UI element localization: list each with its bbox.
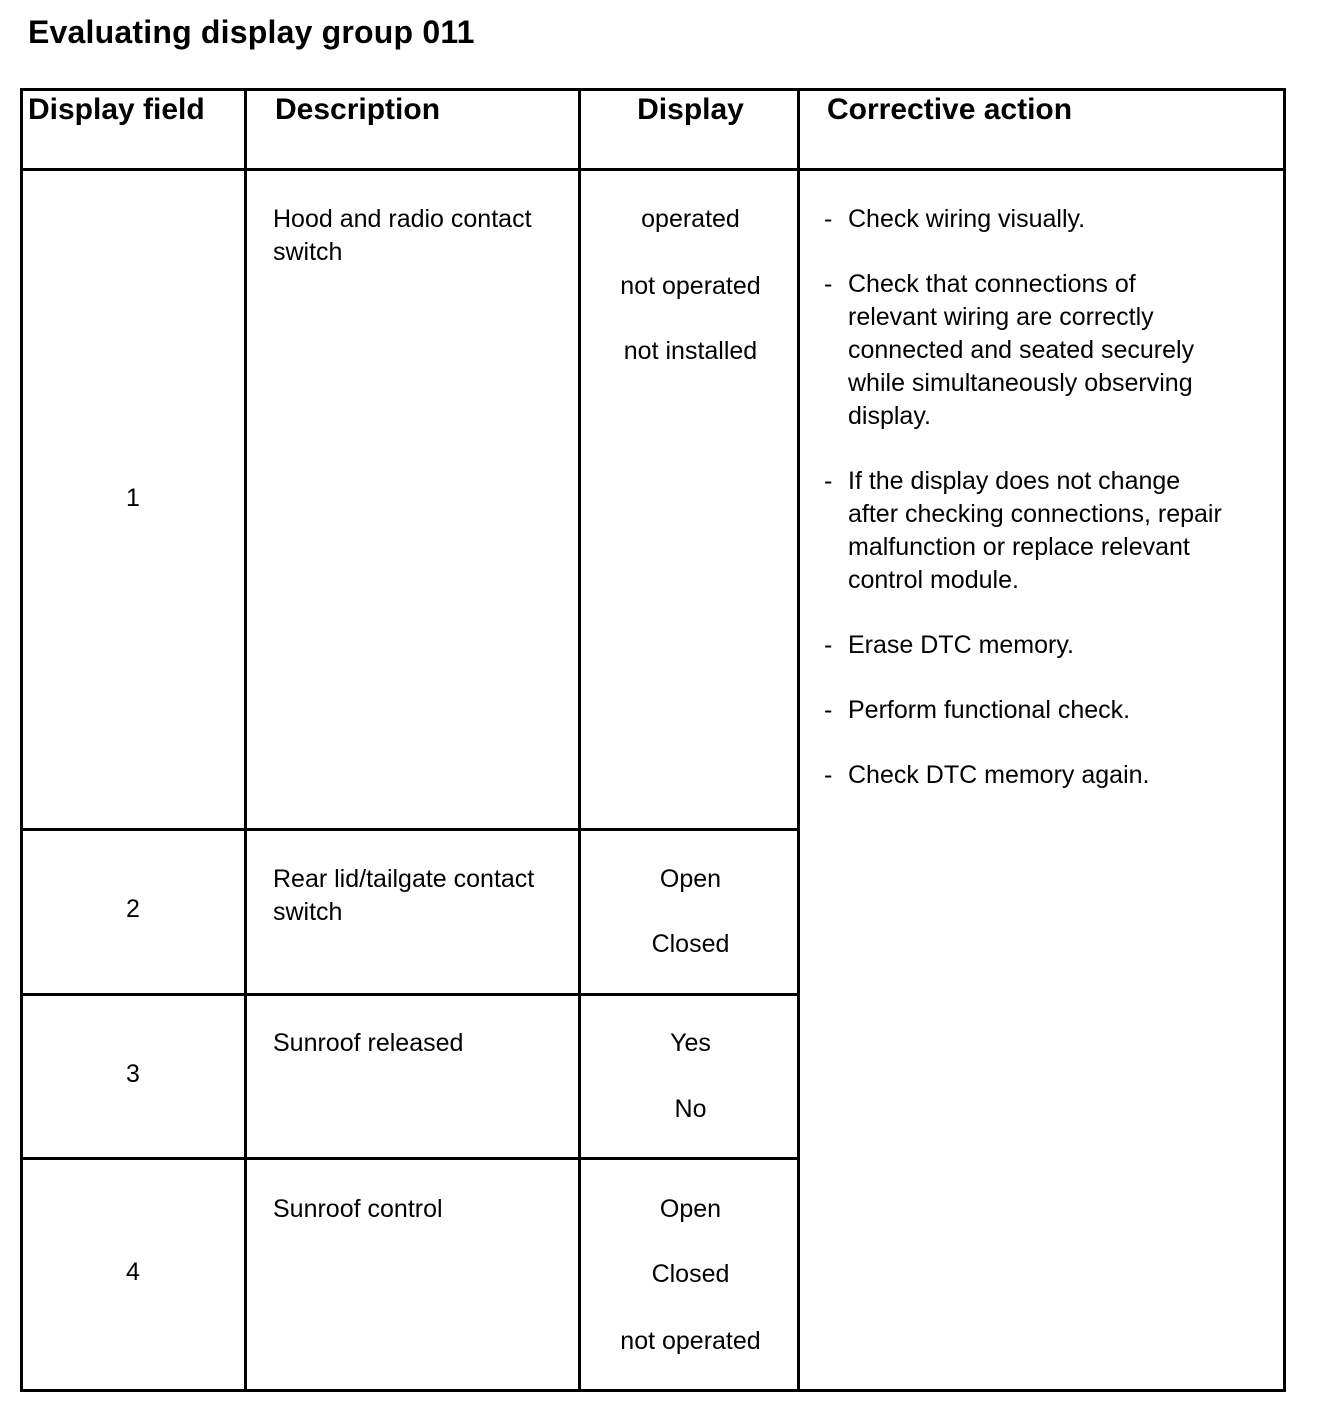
row-description: Hood and radio contact switch	[273, 205, 532, 266]
row-field-number: 4	[126, 1258, 140, 1286]
corrective-action-text: If the display does not change after checking connections, repair malfunction or replace relevant control module.	[848, 467, 1222, 594]
row-display-value: operated	[641, 205, 740, 233]
corrective-action-item	[824, 268, 1264, 433]
page-title: Evaluating display group 011	[28, 14, 475, 50]
header-description: Description	[275, 93, 441, 126]
dash-bullet: -	[824, 467, 833, 495]
header-display: Display	[637, 93, 744, 126]
row-description: Rear lid/tailgate contact switch	[273, 865, 535, 926]
corrective-action-text: Check wiring visually.	[848, 205, 1086, 233]
row-field-number: 3	[126, 1060, 140, 1088]
header-divider	[20, 168, 1286, 171]
row-display-value: Closed	[651, 1260, 730, 1288]
corrective-action-item	[824, 759, 1264, 792]
dash-bullet: -	[824, 631, 833, 659]
corrective-action-item	[824, 203, 1264, 236]
row-divider	[20, 993, 800, 996]
row-display-value: not installed	[623, 337, 758, 365]
corrective-action-list	[824, 203, 1264, 824]
row-divider	[20, 828, 800, 831]
row-field-number: 2	[126, 895, 140, 923]
row-display-value: Yes	[670, 1029, 711, 1057]
row-display-value: Open	[659, 1195, 722, 1223]
corrective-action-text: Erase DTC memory.	[848, 631, 1074, 659]
row-display-value: not operated	[620, 1327, 761, 1355]
corrective-action-item	[824, 694, 1264, 727]
row-display-value: Closed	[651, 930, 730, 958]
row-display-value: not operated	[620, 272, 761, 300]
dash-bullet: -	[824, 205, 833, 233]
corrective-action-text: Perform functional check.	[848, 696, 1131, 724]
dash-bullet: -	[824, 761, 833, 789]
corrective-action-item	[824, 629, 1264, 662]
corrective-action-item	[824, 465, 1264, 597]
row-description: Sunroof released	[273, 1029, 464, 1057]
row-field-number: 1	[126, 484, 140, 512]
dash-bullet: -	[824, 270, 833, 298]
corrective-action-text: Check that connections of relevant wiring are correctly connected and seated securely while simultaneously observing display.	[848, 270, 1195, 430]
row-display-value: Open	[659, 865, 722, 893]
header-display-field: Display field	[28, 93, 205, 126]
row-divider	[20, 1157, 800, 1160]
dash-bullet: -	[824, 696, 833, 724]
corrective-action-text: Check DTC memory again.	[848, 761, 1150, 789]
row-description: Sunroof control	[273, 1195, 443, 1223]
row-display-value: No	[674, 1095, 707, 1123]
header-corrective-action: Corrective action	[827, 93, 1073, 126]
column-divider	[244, 88, 247, 1392]
